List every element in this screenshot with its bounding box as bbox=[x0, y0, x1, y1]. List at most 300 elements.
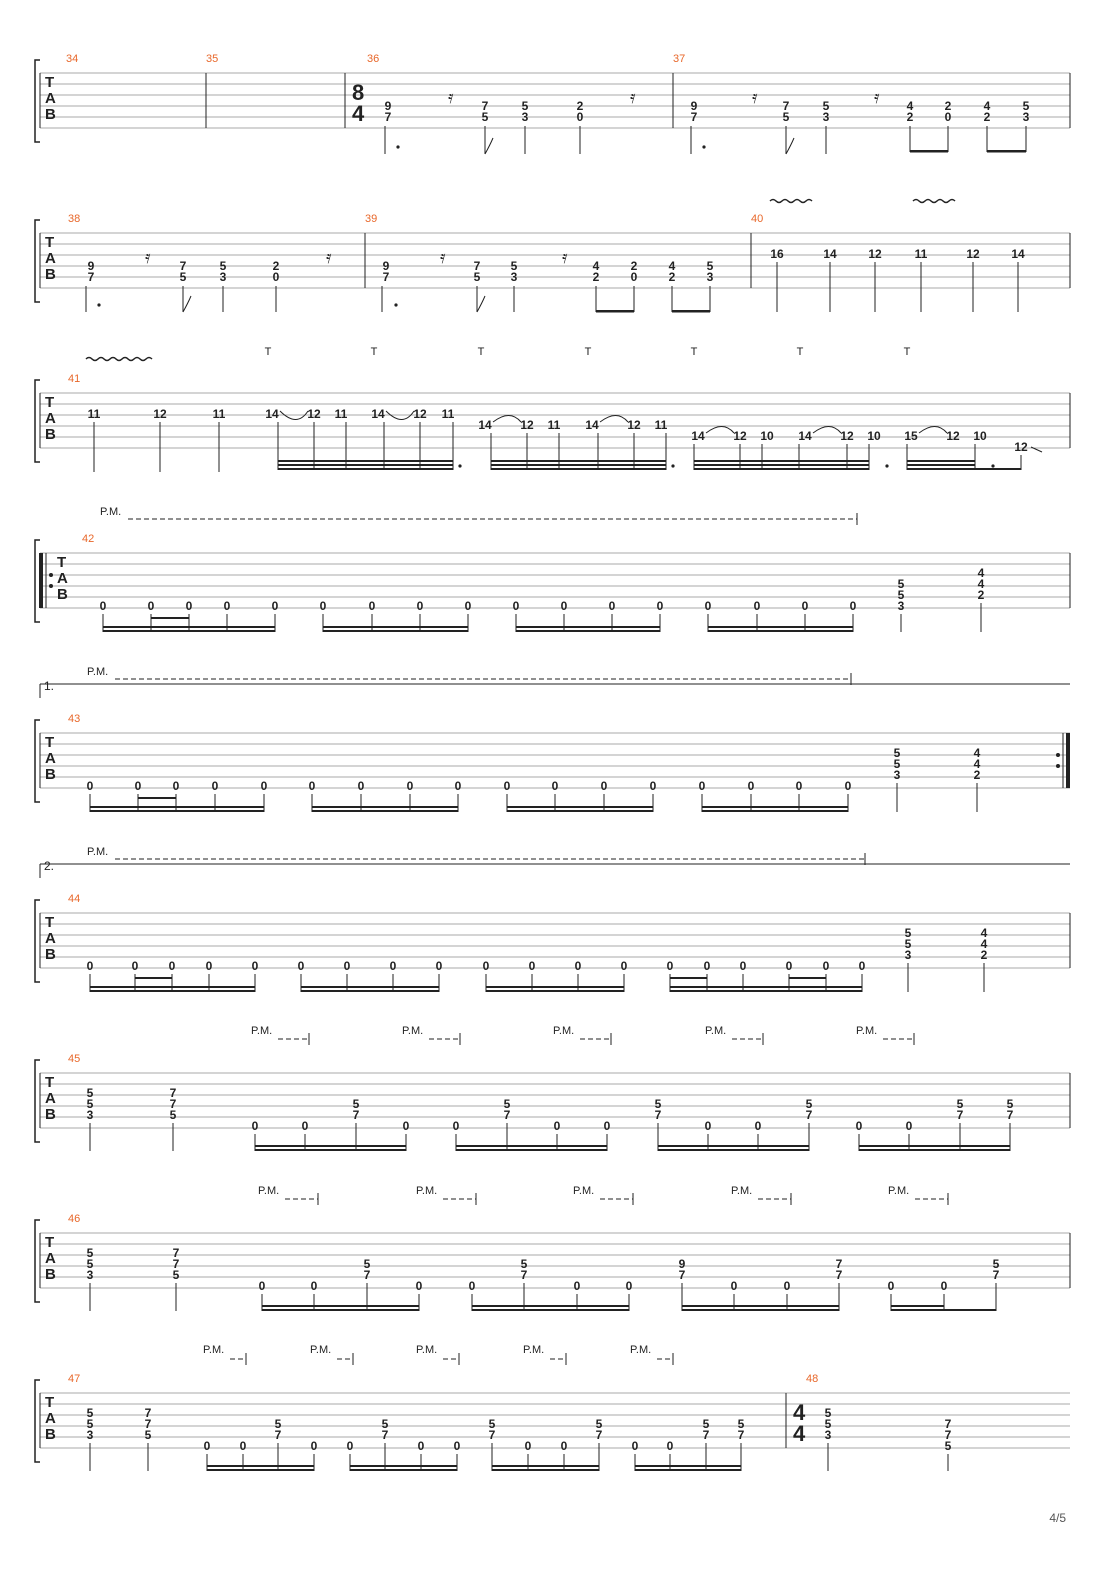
palm-mute-group bbox=[203, 1344, 651, 1356]
svg-text:0: 0 bbox=[343, 959, 351, 973]
measure-number: 39 bbox=[365, 213, 378, 225]
fret-numbers bbox=[88, 407, 1028, 454]
svg-text:5: 5 bbox=[86, 1417, 94, 1431]
svg-text:P.M.: P.M. bbox=[416, 1185, 438, 1197]
svg-text:5: 5 bbox=[86, 1086, 94, 1100]
svg-text:0: 0 bbox=[656, 599, 664, 613]
svg-text:T: T bbox=[903, 346, 911, 358]
svg-text:12: 12 bbox=[840, 429, 854, 443]
svg-text:12: 12 bbox=[1014, 440, 1028, 454]
svg-text:4: 4 bbox=[668, 259, 676, 273]
svg-text:B: B bbox=[45, 106, 56, 123]
svg-text:0: 0 bbox=[858, 959, 866, 973]
svg-text:7: 7 bbox=[690, 110, 698, 124]
tab-clef bbox=[57, 554, 68, 603]
svg-text:0: 0 bbox=[747, 779, 755, 793]
fret-numbers bbox=[87, 926, 988, 973]
svg-text:B: B bbox=[45, 1106, 56, 1123]
svg-text:4: 4 bbox=[980, 926, 988, 940]
svg-text:4: 4 bbox=[793, 1400, 806, 1425]
svg-text:5: 5 bbox=[654, 1097, 662, 1111]
svg-text:0: 0 bbox=[631, 1439, 639, 1453]
svg-text:T: T bbox=[45, 734, 55, 751]
tab-clef bbox=[45, 234, 56, 283]
svg-text:2: 2 bbox=[977, 588, 985, 602]
system-bracket bbox=[35, 60, 40, 142]
measure-number: 34 bbox=[66, 53, 79, 65]
svg-text:𝄿: 𝄿 bbox=[326, 247, 332, 267]
beams bbox=[255, 1145, 1010, 1151]
fret-numbers bbox=[100, 566, 985, 613]
svg-text:0: 0 bbox=[168, 959, 176, 973]
svg-text:3: 3 bbox=[706, 270, 714, 284]
svg-text:7: 7 bbox=[835, 1257, 843, 1271]
svg-text:14: 14 bbox=[371, 407, 385, 421]
svg-text:5: 5 bbox=[824, 1417, 832, 1431]
svg-text:0: 0 bbox=[368, 599, 376, 613]
svg-text:11: 11 bbox=[547, 418, 561, 432]
svg-text:T: T bbox=[45, 1234, 55, 1251]
svg-text:T: T bbox=[690, 346, 698, 358]
svg-text:5: 5 bbox=[352, 1097, 360, 1111]
svg-text:0: 0 bbox=[512, 599, 520, 613]
svg-text:5: 5 bbox=[956, 1097, 964, 1111]
svg-text:2: 2 bbox=[983, 110, 991, 124]
svg-text:7: 7 bbox=[144, 1406, 152, 1420]
svg-text:P.M.: P.M. bbox=[573, 1185, 595, 1197]
svg-text:5: 5 bbox=[893, 746, 901, 760]
svg-text:0: 0 bbox=[211, 779, 219, 793]
svg-text:0: 0 bbox=[844, 779, 852, 793]
svg-text:7: 7 bbox=[382, 270, 390, 284]
svg-text:𝄿: 𝄿 bbox=[448, 87, 454, 107]
svg-text:11: 11 bbox=[654, 418, 668, 432]
svg-text:5: 5 bbox=[179, 270, 187, 284]
volta-1 bbox=[40, 679, 1070, 698]
beams bbox=[90, 797, 848, 812]
svg-text:14: 14 bbox=[1011, 247, 1025, 261]
system-bracket bbox=[35, 1220, 40, 1302]
svg-text:0: 0 bbox=[468, 1279, 476, 1293]
svg-text:7: 7 bbox=[595, 1428, 603, 1442]
svg-text:5: 5 bbox=[805, 1097, 813, 1111]
measure-number: 45 bbox=[68, 1053, 81, 1065]
tab-clef bbox=[45, 734, 56, 783]
svg-text:0: 0 bbox=[822, 959, 830, 973]
svg-text:5: 5 bbox=[488, 1417, 496, 1431]
svg-text:0: 0 bbox=[86, 779, 94, 793]
svg-text:B: B bbox=[45, 946, 56, 963]
svg-text:12: 12 bbox=[733, 429, 747, 443]
vibrato bbox=[770, 200, 955, 203]
svg-text:0: 0 bbox=[417, 1439, 425, 1453]
svg-text:5: 5 bbox=[144, 1428, 152, 1442]
svg-text:0: 0 bbox=[649, 779, 657, 793]
svg-text:𝄿: 𝄿 bbox=[752, 87, 758, 107]
svg-text:0: 0 bbox=[319, 599, 327, 613]
system-1 bbox=[35, 53, 1070, 154]
svg-text:0: 0 bbox=[630, 270, 638, 284]
svg-text:5: 5 bbox=[822, 99, 830, 113]
svg-text:0: 0 bbox=[849, 599, 857, 613]
svg-text:0: 0 bbox=[887, 1279, 895, 1293]
svg-text:4: 4 bbox=[973, 757, 981, 771]
svg-text:𝄿: 𝄿 bbox=[874, 87, 880, 107]
svg-text:14: 14 bbox=[798, 429, 812, 443]
svg-text:7: 7 bbox=[702, 1428, 710, 1442]
vibrato bbox=[86, 358, 152, 361]
svg-text:5: 5 bbox=[1022, 99, 1030, 113]
svg-text:3: 3 bbox=[904, 948, 912, 962]
svg-text:0: 0 bbox=[940, 1279, 948, 1293]
tab-clef bbox=[45, 394, 56, 443]
svg-text:12: 12 bbox=[966, 247, 980, 261]
svg-text:0: 0 bbox=[134, 779, 142, 793]
svg-text:3: 3 bbox=[86, 1108, 94, 1122]
svg-text:P.M.: P.M. bbox=[553, 1025, 575, 1037]
svg-text:0: 0 bbox=[272, 270, 280, 284]
tab-clef bbox=[45, 914, 56, 963]
svg-text:14: 14 bbox=[478, 418, 492, 432]
staff-lines bbox=[40, 73, 1070, 128]
svg-text:0: 0 bbox=[703, 959, 711, 973]
system-5 bbox=[35, 666, 1070, 812]
svg-text:5: 5 bbox=[363, 1257, 371, 1271]
svg-text:0: 0 bbox=[528, 959, 536, 973]
svg-text:0: 0 bbox=[944, 110, 952, 124]
svg-text:5: 5 bbox=[702, 1417, 710, 1431]
measure-number: 48 bbox=[806, 1373, 819, 1385]
measure-number: 37 bbox=[673, 53, 686, 65]
svg-text:0: 0 bbox=[435, 959, 443, 973]
svg-text:5: 5 bbox=[944, 1439, 952, 1453]
svg-text:12: 12 bbox=[946, 429, 960, 443]
beams bbox=[278, 460, 1021, 470]
svg-text:B: B bbox=[45, 1266, 56, 1283]
svg-text:0: 0 bbox=[205, 959, 213, 973]
svg-text:5: 5 bbox=[520, 1257, 528, 1271]
fret-numbers bbox=[87, 1406, 952, 1453]
svg-text:0: 0 bbox=[524, 1439, 532, 1453]
page-number: 4/5 bbox=[1049, 1511, 1066, 1525]
svg-text:5: 5 bbox=[86, 1257, 94, 1271]
svg-text:4: 4 bbox=[793, 1421, 806, 1446]
svg-text:3: 3 bbox=[521, 110, 529, 124]
svg-text:P.M.: P.M. bbox=[310, 1344, 332, 1356]
svg-text:12: 12 bbox=[520, 418, 534, 432]
svg-text:7: 7 bbox=[481, 99, 489, 113]
time-signature bbox=[352, 80, 365, 126]
svg-text:2: 2 bbox=[906, 110, 914, 124]
svg-text:7: 7 bbox=[384, 110, 392, 124]
svg-text:12: 12 bbox=[868, 247, 882, 261]
svg-text:2: 2 bbox=[272, 259, 280, 273]
svg-text:4: 4 bbox=[977, 577, 985, 591]
svg-text:7: 7 bbox=[992, 1268, 1000, 1282]
svg-text:9: 9 bbox=[382, 259, 390, 273]
svg-text:5: 5 bbox=[521, 99, 529, 113]
svg-text:12: 12 bbox=[153, 407, 167, 421]
svg-text:T: T bbox=[45, 914, 55, 931]
svg-text:12: 12 bbox=[307, 407, 321, 421]
svg-text:5: 5 bbox=[219, 259, 227, 273]
svg-text:5: 5 bbox=[86, 1097, 94, 1111]
svg-text:2: 2 bbox=[980, 948, 988, 962]
svg-text:5: 5 bbox=[893, 757, 901, 771]
svg-text:8: 8 bbox=[352, 80, 365, 105]
svg-text:5: 5 bbox=[897, 588, 905, 602]
svg-text:7: 7 bbox=[654, 1108, 662, 1122]
svg-text:T: T bbox=[45, 394, 55, 411]
measure-number: 46 bbox=[68, 1213, 81, 1225]
measure-number: 36 bbox=[367, 53, 380, 65]
svg-text:2.: 2. bbox=[44, 859, 55, 873]
svg-text:5: 5 bbox=[992, 1257, 1000, 1271]
palm-mute-label: P.M. bbox=[87, 846, 109, 858]
svg-text:9: 9 bbox=[384, 99, 392, 113]
svg-text:0: 0 bbox=[389, 959, 397, 973]
svg-text:5: 5 bbox=[706, 259, 714, 273]
beams bbox=[90, 977, 862, 992]
svg-text:B: B bbox=[57, 586, 68, 603]
svg-text:0: 0 bbox=[203, 1439, 211, 1453]
fret-numbers bbox=[87, 1246, 1000, 1293]
svg-text:4: 4 bbox=[983, 99, 991, 113]
svg-text:P.M.: P.M. bbox=[888, 1185, 910, 1197]
beams bbox=[97, 303, 710, 312]
svg-text:15: 15 bbox=[904, 429, 918, 443]
svg-text:0: 0 bbox=[308, 779, 316, 793]
svg-text:3: 3 bbox=[86, 1428, 94, 1442]
svg-text:7: 7 bbox=[944, 1417, 952, 1431]
svg-text:P.M.: P.M. bbox=[258, 1185, 280, 1197]
svg-text:5: 5 bbox=[782, 110, 790, 124]
palm-mute-group bbox=[251, 1025, 877, 1037]
rests bbox=[448, 87, 880, 107]
svg-text:0: 0 bbox=[625, 1279, 633, 1293]
svg-text:0: 0 bbox=[754, 1119, 762, 1133]
svg-text:P.M.: P.M. bbox=[251, 1025, 273, 1037]
svg-text:5: 5 bbox=[381, 1417, 389, 1431]
tap-markers bbox=[265, 346, 911, 358]
svg-text:𝄿: 𝄿 bbox=[440, 247, 446, 267]
svg-text:0: 0 bbox=[553, 1119, 561, 1133]
svg-text:11: 11 bbox=[212, 407, 226, 421]
svg-text:T: T bbox=[370, 346, 378, 358]
svg-text:5: 5 bbox=[169, 1108, 177, 1122]
svg-text:P.M.: P.M. bbox=[705, 1025, 727, 1037]
tab-clef bbox=[45, 1234, 56, 1283]
svg-text:2: 2 bbox=[576, 99, 584, 113]
svg-text:B: B bbox=[45, 426, 56, 443]
svg-text:5: 5 bbox=[274, 1417, 282, 1431]
svg-text:7: 7 bbox=[179, 259, 187, 273]
svg-text:T: T bbox=[57, 554, 67, 571]
svg-text:0: 0 bbox=[603, 1119, 611, 1133]
svg-text:A: A bbox=[57, 570, 68, 587]
svg-text:3: 3 bbox=[893, 768, 901, 782]
svg-text:5: 5 bbox=[824, 1406, 832, 1420]
tab-clef bbox=[45, 1394, 56, 1443]
svg-text:A: A bbox=[45, 750, 56, 767]
svg-text:14: 14 bbox=[585, 418, 599, 432]
svg-text:0: 0 bbox=[560, 1439, 568, 1453]
fret-numbers bbox=[87, 1086, 1014, 1133]
svg-text:7: 7 bbox=[144, 1417, 152, 1431]
system-8 bbox=[35, 1185, 1070, 1311]
svg-text:4: 4 bbox=[980, 937, 988, 951]
fret-numbers bbox=[87, 746, 981, 793]
svg-text:7: 7 bbox=[805, 1108, 813, 1122]
svg-text:0: 0 bbox=[704, 1119, 712, 1133]
svg-text:2: 2 bbox=[630, 259, 638, 273]
svg-text:0: 0 bbox=[785, 959, 793, 973]
svg-text:4: 4 bbox=[906, 99, 914, 113]
measure-number: 40 bbox=[751, 213, 764, 225]
svg-text:9: 9 bbox=[678, 1257, 686, 1271]
svg-text:3: 3 bbox=[824, 1428, 832, 1442]
system-3 bbox=[35, 346, 1070, 472]
svg-text:0: 0 bbox=[357, 779, 365, 793]
svg-text:3: 3 bbox=[1022, 110, 1030, 124]
palm-mute-group bbox=[258, 1185, 909, 1197]
svg-text:T: T bbox=[45, 1394, 55, 1411]
svg-text:T: T bbox=[45, 1074, 55, 1091]
svg-text:7: 7 bbox=[172, 1257, 180, 1271]
measure-number: 44 bbox=[68, 893, 81, 905]
svg-text:0: 0 bbox=[503, 779, 511, 793]
svg-text:P.M.: P.M. bbox=[856, 1025, 878, 1037]
svg-text:2: 2 bbox=[592, 270, 600, 284]
palm-mute-label: P.M. bbox=[100, 506, 122, 518]
svg-text:7: 7 bbox=[520, 1268, 528, 1282]
svg-text:0: 0 bbox=[730, 1279, 738, 1293]
svg-text:A: A bbox=[45, 1250, 56, 1267]
svg-text:0: 0 bbox=[415, 1279, 423, 1293]
svg-text:0: 0 bbox=[301, 1119, 309, 1133]
svg-text:0: 0 bbox=[452, 1119, 460, 1133]
volta-2 bbox=[40, 859, 1070, 878]
svg-text:0: 0 bbox=[99, 599, 107, 613]
svg-text:A: A bbox=[45, 1410, 56, 1427]
svg-text:3: 3 bbox=[510, 270, 518, 284]
svg-text:A: A bbox=[45, 1090, 56, 1107]
svg-text:7: 7 bbox=[352, 1108, 360, 1122]
svg-text:𝄿: 𝄿 bbox=[145, 247, 151, 267]
svg-text:2: 2 bbox=[668, 270, 676, 284]
svg-text:5: 5 bbox=[86, 1406, 94, 1420]
svg-text:0: 0 bbox=[698, 779, 706, 793]
svg-text:12: 12 bbox=[413, 407, 427, 421]
svg-text:5: 5 bbox=[904, 937, 912, 951]
repeat-end-bar bbox=[1056, 733, 1070, 788]
svg-text:3: 3 bbox=[822, 110, 830, 124]
svg-text:0: 0 bbox=[801, 599, 809, 613]
svg-text:7: 7 bbox=[169, 1086, 177, 1100]
svg-text:0: 0 bbox=[239, 1439, 247, 1453]
svg-text:0: 0 bbox=[185, 599, 193, 613]
system-bracket bbox=[35, 1060, 40, 1142]
svg-text:7: 7 bbox=[274, 1428, 282, 1442]
svg-text:P.M.: P.M. bbox=[203, 1344, 225, 1356]
svg-text:7: 7 bbox=[944, 1428, 952, 1442]
svg-text:B: B bbox=[45, 766, 56, 783]
svg-text:0: 0 bbox=[620, 959, 628, 973]
svg-text:3: 3 bbox=[86, 1268, 94, 1282]
svg-text:10: 10 bbox=[973, 429, 987, 443]
svg-text:7: 7 bbox=[956, 1108, 964, 1122]
measure-number: 38 bbox=[68, 213, 81, 225]
svg-text:4: 4 bbox=[973, 746, 981, 760]
svg-text:T: T bbox=[477, 346, 485, 358]
svg-text:0: 0 bbox=[739, 959, 747, 973]
beams bbox=[396, 145, 1026, 152]
svg-text:2: 2 bbox=[973, 768, 981, 782]
svg-text:A: A bbox=[45, 930, 56, 947]
svg-text:0: 0 bbox=[753, 599, 761, 613]
svg-text:0: 0 bbox=[704, 599, 712, 613]
svg-text:0: 0 bbox=[172, 779, 180, 793]
svg-text:0: 0 bbox=[251, 959, 259, 973]
svg-text:7: 7 bbox=[737, 1428, 745, 1442]
system-6 bbox=[35, 846, 1070, 992]
svg-text:T: T bbox=[796, 346, 804, 358]
measure-number: 43 bbox=[68, 713, 81, 725]
svg-text:4: 4 bbox=[592, 259, 600, 273]
svg-text:7: 7 bbox=[87, 270, 95, 284]
measure-number: 47 bbox=[68, 1373, 81, 1385]
svg-text:11: 11 bbox=[334, 407, 348, 421]
svg-text:𝄿: 𝄿 bbox=[562, 247, 568, 267]
svg-text:7: 7 bbox=[503, 1108, 511, 1122]
staff-lines bbox=[40, 553, 1070, 608]
svg-text:7: 7 bbox=[172, 1246, 180, 1260]
svg-text:0: 0 bbox=[310, 1439, 318, 1453]
svg-text:7: 7 bbox=[678, 1268, 686, 1282]
svg-text:B: B bbox=[45, 266, 56, 283]
svg-text:0: 0 bbox=[271, 599, 279, 613]
svg-text:7: 7 bbox=[835, 1268, 843, 1282]
system-bracket bbox=[35, 720, 40, 802]
svg-text:0: 0 bbox=[453, 1439, 461, 1453]
svg-text:5: 5 bbox=[86, 1246, 94, 1260]
svg-text:0: 0 bbox=[905, 1119, 913, 1133]
beams bbox=[103, 617, 853, 632]
svg-text:B: B bbox=[45, 1426, 56, 1443]
svg-text:3: 3 bbox=[897, 599, 905, 613]
svg-text:0: 0 bbox=[600, 779, 608, 793]
measure-number: 41 bbox=[68, 373, 81, 385]
svg-text:𝄿: 𝄿 bbox=[630, 87, 636, 107]
svg-text:0: 0 bbox=[560, 599, 568, 613]
svg-text:7: 7 bbox=[473, 259, 481, 273]
svg-text:A: A bbox=[45, 250, 56, 267]
svg-text:0: 0 bbox=[576, 110, 584, 124]
fret-numbers bbox=[385, 99, 1030, 124]
svg-text:T: T bbox=[264, 346, 272, 358]
svg-text:10: 10 bbox=[867, 429, 881, 443]
svg-text:5: 5 bbox=[1006, 1097, 1014, 1111]
svg-text:2: 2 bbox=[944, 99, 952, 113]
svg-text:14: 14 bbox=[823, 247, 837, 261]
svg-text:0: 0 bbox=[573, 1279, 581, 1293]
svg-text:P.M.: P.M. bbox=[416, 1344, 438, 1356]
svg-text:0: 0 bbox=[406, 779, 414, 793]
svg-text:T: T bbox=[584, 346, 592, 358]
svg-text:5: 5 bbox=[503, 1097, 511, 1111]
palm-mute-label: P.M. bbox=[87, 666, 109, 678]
svg-text:14: 14 bbox=[265, 407, 279, 421]
